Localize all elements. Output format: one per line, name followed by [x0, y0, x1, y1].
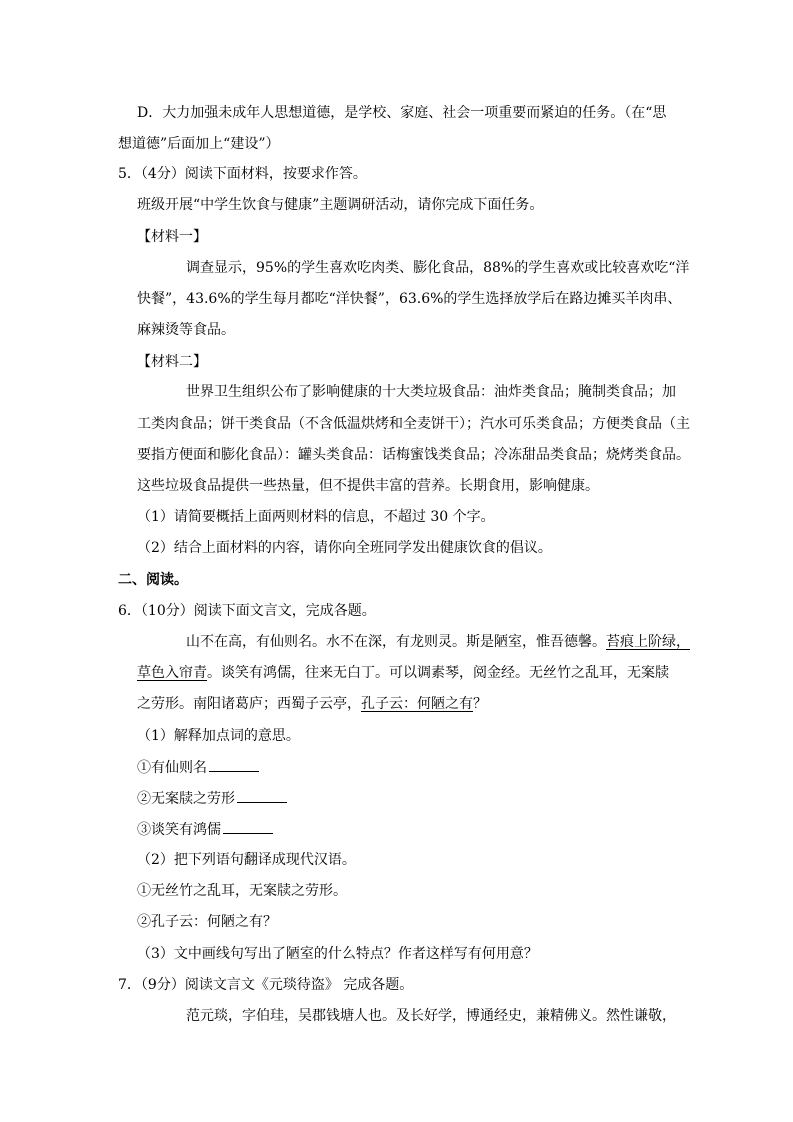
material-2-line: 工类肉食品；饼干类食品（不含低温烘烤和全麦饼干）；汽水可乐类食品；方便类食品（主 [137, 416, 690, 432]
underlined-sentence: 草色入帘青 [137, 665, 207, 681]
q4-option-d: D．大力加强未成年人思想道德，是学校、家庭、社会一项重要而紧迫的任务。（在“思 [137, 105, 667, 121]
q6-sub-1-item: ①有仙则名 [137, 757, 259, 777]
q7-heading: 7．（9分）阅读文言文《元琰待盗》 完成各题。 [118, 977, 414, 993]
q5-sub-2: （2）结合上面材料的内容，请你向全班同学发出健康饮食的倡议。 [137, 540, 552, 556]
material-2-line: 世界卫生组织公布了影响健康的十大类垃圾食品：油炸类食品；腌制类食品；加 [186, 384, 676, 400]
q6-sub-3: （3）文中画线句写出了陋室的什么特点？作者这样写有何用意？ [137, 946, 538, 962]
q6-sub-2-item: ①无丝竹之乱耳，无案牍之劳形。 [137, 883, 347, 899]
q5-sub-1: （1）请简要概括上面两则材料的信息，不超过 30 个字。 [137, 509, 495, 525]
q6-sub-1-item: ②无案牍之劳形 [137, 788, 287, 808]
underlined-sentence: 苔痕上阶绿， [606, 634, 690, 650]
material-1-title: 【材料一】 [137, 229, 207, 245]
q5-intro: 班级开展“中学生饮食与健康”主题调研活动，请你完成下面任务。 [137, 197, 544, 213]
q6-sub-2: （2）把下列语句翻译成现代汉语。 [137, 852, 356, 868]
q6-sub-1: （1）解释加点词的意思。 [137, 728, 300, 744]
q5-heading: 5．（4分）阅读下面材料，按要求作答。 [118, 166, 367, 182]
material-1-line: 快餐”，43.6%的学生每月都吃“洋快餐”，63.6%的学生选择放学后在路边摊买羊肉串、 [137, 291, 682, 307]
q6-passage-line: 之劳形。南阳诸葛庐；西蜀子云亭，孔子云：何陋之有？ [137, 696, 487, 712]
answer-blank[interactable] [209, 757, 259, 772]
q6-sub-1-item: ③谈笑有鸿儒 [137, 819, 273, 839]
q6-passage-line: 山不在高，有仙则名。水不在深，有龙则灵。斯是陋室，惟吾德馨。苔痕上阶绿， [186, 634, 690, 650]
material-1-line: 麻辣烫等食品。 [137, 322, 235, 338]
q6-sub-2-item: ②孔子云：何陋之有？ [137, 914, 277, 930]
q4-option-d-cont: 想道德”后面加上“建设”） [118, 136, 280, 152]
material-2-line: 这些垃圾食品提供一些热量，但不提供丰富的营养。长期食用，影响健康。 [137, 478, 599, 494]
underlined-sentence: 孔子云：何陋之有 [361, 696, 473, 712]
material-1-line: 调查显示，95%的学生喜欢吃肉类、膨化食品，88%的学生喜欢或比较喜欢吃“洋 [186, 260, 690, 276]
answer-blank[interactable] [237, 788, 287, 803]
q7-passage-line: 范元琰，字伯珪，吴郡钱塘人也。及长好学，博通经史，兼精佛义。然性谦敬， [186, 1008, 676, 1024]
q6-heading: 6．（10分）阅读下面文言文，完成各题。 [118, 603, 376, 619]
material-2-line: 要指方便面和膨化食品）：罐头类食品：话梅蜜饯类食品；冷冻甜品类食品；烧烤类食品。 [137, 447, 690, 463]
section-reading-title: 二、阅读。 [118, 572, 188, 588]
material-2-title: 【材料二】 [137, 354, 207, 370]
answer-blank[interactable] [223, 819, 273, 834]
q6-passage-line: 草色入帘青。谈笑有鸿儒，往来无白丁。可以调素琴，阅金经。无丝竹之乱耳，无案牍 [137, 665, 669, 681]
